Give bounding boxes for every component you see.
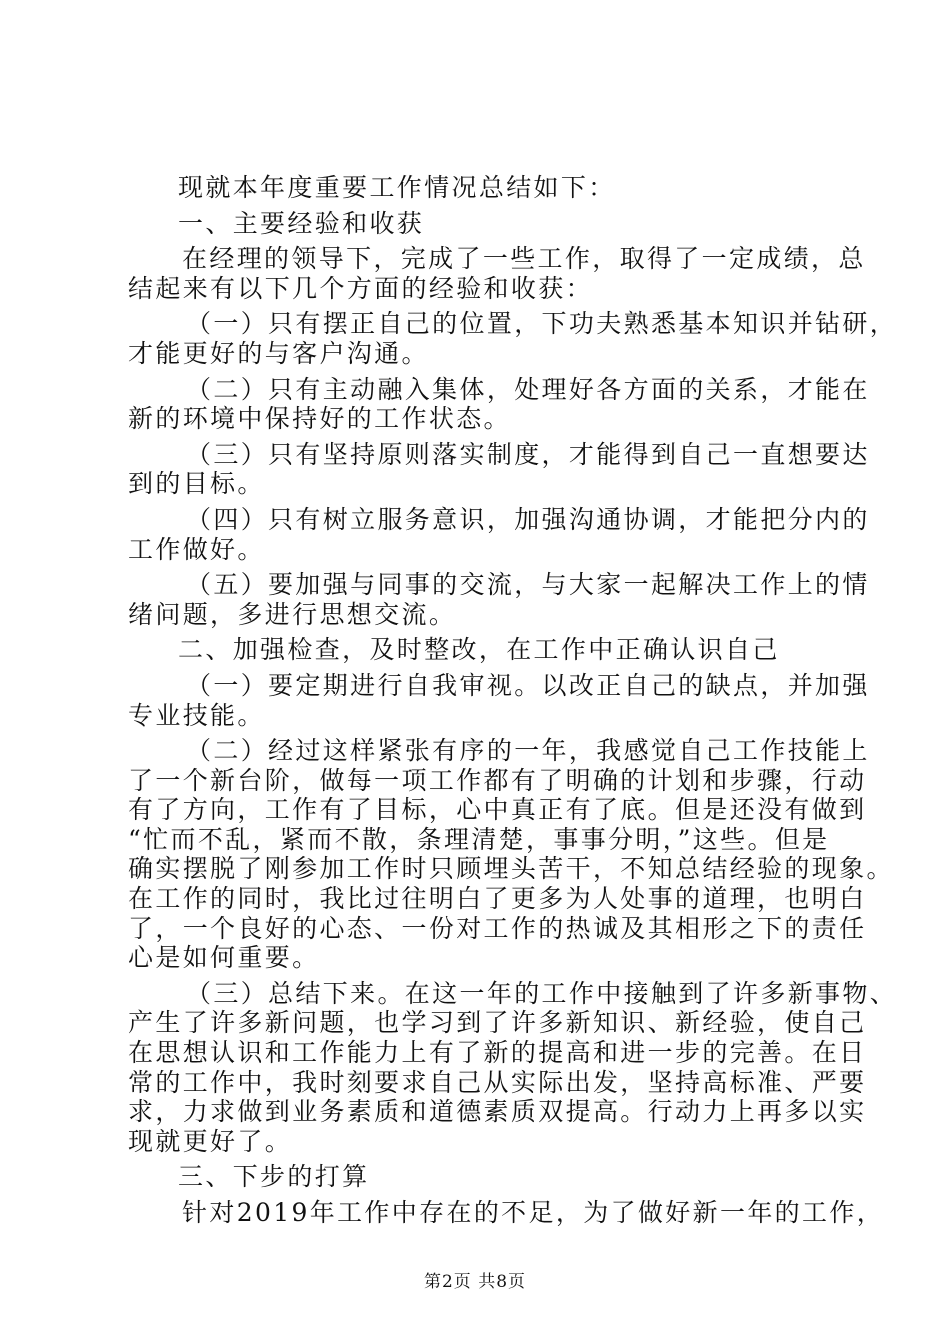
paragraph: [128, 439, 870, 499]
text-line: 二、加强检查，及时整改，在工作中正确认识自己: [178, 635, 780, 665]
text-line: 到的目标。: [128, 469, 265, 499]
paragraph: [128, 309, 898, 368]
document-body: [128, 173, 898, 1228]
paragraph: [128, 570, 870, 629]
text-line: 心是如何重要。: [128, 943, 320, 973]
text-line: 新的环境中保持好的工作状态。: [128, 404, 511, 434]
text-line: （二）只有主动融入集体，处理好各方面的关系，才能在: [186, 374, 870, 404]
page-number-footer: 第2页 共8页: [423, 1272, 527, 1292]
text-line: 专业技能。: [128, 700, 265, 730]
paragraph: [128, 978, 898, 1157]
text-line: （一）只有摆正自己的位置，下功夫熟悉基本知识并钻研，: [186, 309, 898, 339]
paragraph: [128, 504, 870, 564]
text-line: 三、下步的打算: [178, 1162, 370, 1192]
text-line: 绪问题，多进行思想交流。: [128, 599, 457, 629]
paragraph: [128, 736, 894, 973]
paragraph: [128, 374, 870, 434]
text-line: “忙而不乱，紧而不散，条理清楚，事事分明，”这些。但是: [128, 824, 830, 854]
text-line: （二）经过这样紧张有序的一年，我感觉自己工作技能上: [186, 736, 870, 766]
text-line: 有了方向，工作有了目标，心中真正有了底。但是还没有做到: [128, 795, 867, 825]
text-line: 求，力求做到业务素质和道德素质双提高。行动力上再多以实: [128, 1097, 867, 1127]
paragraph: [128, 1198, 885, 1228]
text-line: 现就更好了。: [128, 1126, 293, 1156]
text-line: 确实摆脱了刚参加工作时只顾埋头苦干，不知总结经验的现象。: [128, 854, 894, 884]
text-line: （五）要加强与同事的交流，与大家一起解决工作上的情: [186, 570, 870, 600]
paragraph: [128, 1162, 840, 1192]
text-line: （三）只有坚持原则落实制度，才能得到自己一直想要达: [186, 439, 870, 469]
paragraph: [128, 173, 840, 203]
paragraph: [128, 670, 870, 730]
paragraph: [128, 209, 840, 239]
text-line: 了，一个良好的心态、一份对工作的热诚及其相形之下的责任: [128, 913, 867, 943]
text-line: 结起来有以下几个方面的经验和收获：: [128, 273, 593, 303]
text-line: 常的工作中，我时刻要求自己从实际出发，坚持高标准、严要: [128, 1067, 867, 1097]
text-line: （一）要定期进行自我审视。以改正自己的缺点，并加强: [186, 670, 870, 700]
paragraph: [128, 635, 840, 665]
text-line: 在思想认识和工作能力上有了新的提高和进一步的完善。在日: [128, 1038, 867, 1068]
text-line: （三）总结下来。在这一年的工作中接触到了许多新事物、: [186, 978, 898, 1008]
text-line: 工作做好。: [128, 534, 265, 564]
text-line: 产生了许多新问题，也学习到了许多新知识、新经验，使自己: [128, 1008, 867, 1038]
text-line: 了一个新台阶，做每一项工作都有了明确的计划和步骤，行动: [128, 765, 867, 795]
text-line: 在工作的同时，我比过往明白了更多为人处事的道理，也明白: [128, 884, 867, 914]
text-line: 一、主要经验和收获: [178, 208, 425, 238]
text-line: 在经理的领导下，完成了一些工作，取得了一定成绩，总: [182, 244, 866, 274]
text-line: 现就本年度重要工作情况总结如下：: [178, 173, 616, 202]
text-line: （四）只有树立服务意识，加强沟通协调，才能把分内的: [186, 504, 870, 534]
paragraph: [128, 244, 866, 303]
text-line: 针对2019年工作中存在的不足，为了做好新一年的工作，: [182, 1198, 885, 1227]
text-line: 才能更好的与客户沟通。: [128, 338, 429, 368]
